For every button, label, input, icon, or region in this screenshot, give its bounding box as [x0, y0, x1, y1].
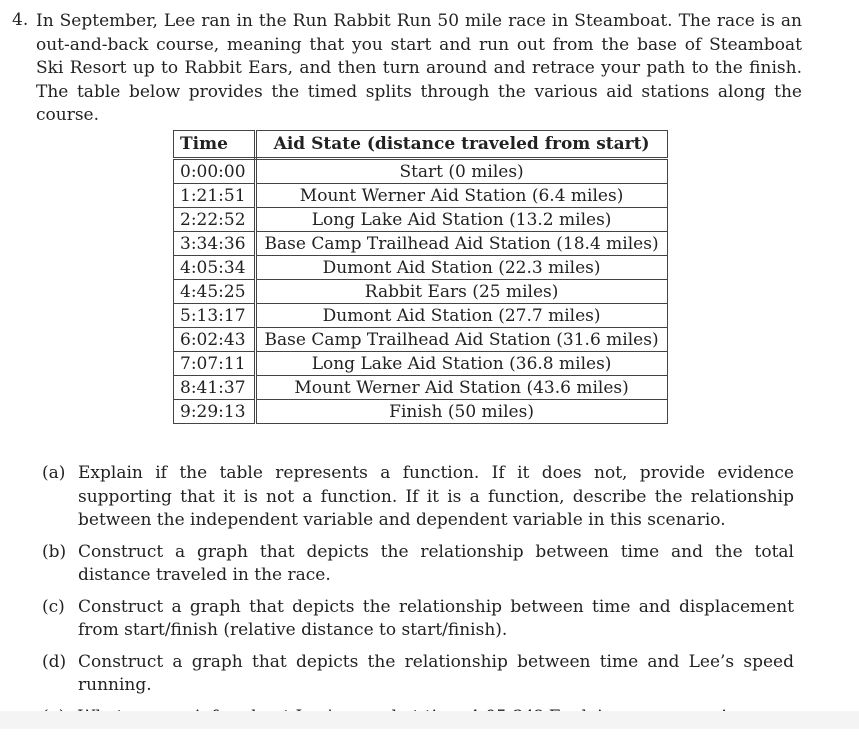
table-row [174, 304, 668, 328]
aid-station-column-header: Aid State (distance traveled from start) [255, 131, 667, 159]
time-cell: 1:21:51 [174, 184, 256, 208]
question-text: Explain if the table represents a function. If it does not, provide evidence supporting that it is not a function. If it is a function, describe the relationship between the independent variable and dependent variable in this scenario. [78, 463, 794, 530]
table-body [174, 159, 668, 424]
time-cell: 8:41:37 [174, 376, 256, 400]
question-item [42, 462, 794, 533]
page-bottom-band [0, 711, 859, 729]
table-row [174, 280, 668, 304]
time-cell: 4:45:25 [174, 280, 256, 304]
time-cell: 5:13:17 [174, 304, 256, 328]
table-row [174, 400, 668, 424]
table-row [174, 376, 668, 400]
question-item [42, 651, 794, 698]
aid-station-cell: Base Camp Trailhead Aid Station (18.4 miles) [255, 232, 667, 256]
aid-station-cell: Long Lake Aid Station (36.8 miles) [255, 352, 667, 376]
table-row [174, 352, 668, 376]
question-text: Construct a graph that depicts the relationship between time and displacement from start/finish (relative distance to start/finish). [78, 596, 794, 640]
question-text: Construct a graph that depicts the relationship between time and Lee’s speed running. [78, 651, 794, 695]
time-column-header: Time [174, 131, 256, 159]
table-row [174, 159, 668, 184]
aid-station-cell: Start (0 miles) [255, 159, 667, 184]
question-label: (a) [42, 463, 66, 483]
problem-statement [12, 10, 802, 128]
aid-station-cell: Long Lake Aid Station (13.2 miles) [255, 208, 667, 232]
table-row [174, 208, 668, 232]
question-label: (c) [42, 596, 65, 617]
time-cell: 9:29:13 [174, 400, 256, 424]
table-header-row [174, 131, 668, 159]
time-cell: 2:22:52 [174, 208, 256, 232]
table-row [174, 328, 668, 352]
table-row [174, 232, 668, 256]
question-list [42, 462, 794, 737]
time-cell: 4:05:34 [174, 256, 256, 280]
time-cell: 0:00:00 [174, 159, 256, 184]
aid-station-cell: Mount Werner Aid Station (6.4 miles) [255, 184, 667, 208]
question-item [42, 541, 794, 588]
question-text: Construct a graph that depicts the relationship between time and the total distance traveled in the race. [78, 541, 794, 585]
aid-station-cell: Dumont Aid Station (22.3 miles) [255, 256, 667, 280]
problem-number: 4. [12, 10, 29, 30]
question-item [42, 596, 794, 643]
question-label: (b) [42, 541, 67, 562]
aid-station-cell: Mount Werner Aid Station (43.6 miles) [255, 376, 667, 400]
question-label: (d) [42, 651, 67, 672]
aid-station-cell: Base Camp Trailhead Aid Station (31.6 miles) [255, 328, 667, 352]
aid-station-cell: Dumont Aid Station (27.7 miles) [255, 304, 667, 328]
time-cell: 7:07:11 [174, 352, 256, 376]
table-row [174, 256, 668, 280]
time-cell: 3:34:36 [174, 232, 256, 256]
aid-station-cell: Finish (50 miles) [255, 400, 667, 424]
time-cell: 6:02:43 [174, 328, 256, 352]
split-times-table [173, 130, 668, 424]
problem-text: In September, Lee ran in the Run Rabbit Run 50 mile race in Steamboat. The race is an out-and-back course, meaning that you start and run out from the base of Steamboat Ski Resort up to Rabbit Ears, and then turn around and retrace your path to the finish. The table below provides the timed splits through the various aid stations along the course. [36, 11, 802, 125]
table-row [174, 184, 668, 208]
aid-station-cell: Rabbit Ears (25 miles) [255, 280, 667, 304]
